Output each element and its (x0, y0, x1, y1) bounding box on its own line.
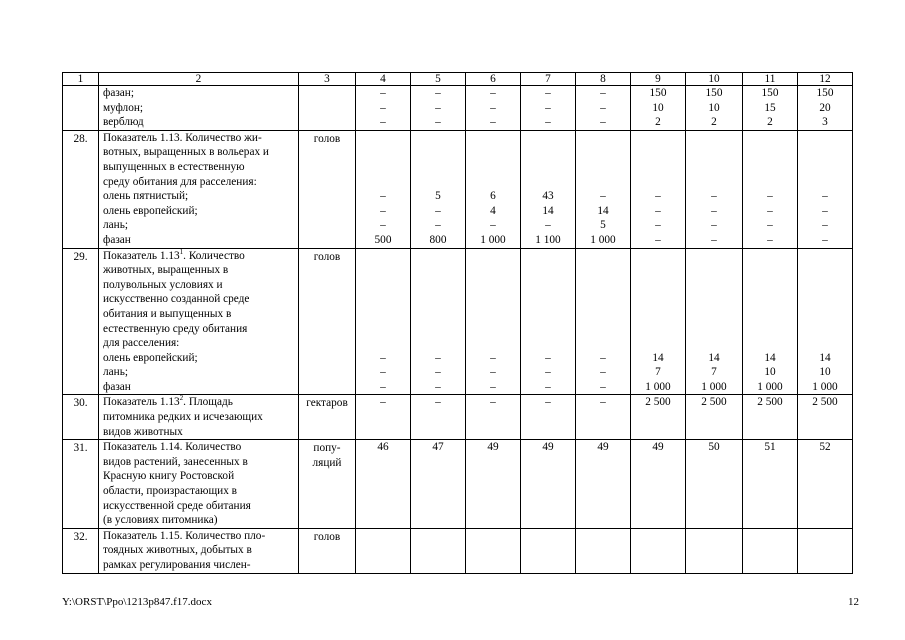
value-cell: – (521, 395, 576, 440)
value-cell (576, 528, 631, 573)
value-cell: 2 500 (743, 395, 798, 440)
value-cell: 43 14 – 1 100 (521, 130, 576, 248)
desc-line: муфлон; (103, 101, 144, 114)
desc-line: верблюд (103, 116, 144, 129)
value-cell: 49 (466, 440, 521, 529)
row-description: Показатель 1.15. Количество пло- тоядных животных, добытых в рамках регулирования числен- (99, 528, 299, 573)
header-cell: 5 (411, 73, 466, 86)
table-row-29 (63, 248, 853, 395)
value-cell: 2 500 (798, 395, 853, 440)
value-cell: – (356, 395, 411, 440)
value-cell: – 14 5 1 000 (576, 130, 631, 248)
table-row-28 (63, 130, 853, 248)
value-cell: 150 15 2 (743, 86, 798, 131)
row-unit: голов (299, 130, 356, 248)
table-row-30 (63, 395, 853, 440)
row-description (99, 86, 299, 131)
header-cell: 4 (356, 73, 411, 86)
row-description: Показатель 1.14. Количество видов растений, занесенных в Красную книгу Ростовской области, произрастающих в искусственной среде обитания (в условиях питомника) (99, 440, 299, 529)
value-cell: – – – (411, 248, 466, 395)
value-cell (743, 528, 798, 573)
row-unit (299, 86, 356, 131)
value-cell: 14 7 1 000 (631, 248, 686, 395)
value-cell: 2 500 (631, 395, 686, 440)
header-cell: 3 (299, 73, 356, 86)
value-cell: 51 (743, 440, 798, 529)
value-cell: – – – (521, 248, 576, 395)
row-unit: попу- ляций (299, 440, 356, 529)
header-cell: 2 (99, 73, 299, 86)
header-cell: 8 (576, 73, 631, 86)
row-number: 32. (63, 528, 99, 573)
header-cell: 12 (798, 73, 853, 86)
row-description: Показатель 1.13$^2$. Площадь питомника редких и исчезающих видов животных (99, 395, 299, 440)
value-cell: – – – (521, 86, 576, 131)
table-row-continued (63, 86, 853, 131)
value-cell: 14 7 1 000 (686, 248, 743, 395)
value-cell: 50 (686, 440, 743, 529)
row-number (63, 86, 99, 131)
page-number: 12 (848, 596, 859, 608)
header-cell: 11 (743, 73, 798, 86)
value-cell: 46 (356, 440, 411, 529)
value-cell: – – – – (743, 130, 798, 248)
value-cell: – – – – (798, 130, 853, 248)
value-cell: 14 10 1 000 (743, 248, 798, 395)
value-cell: 49 (521, 440, 576, 529)
value-cell: – – – (356, 86, 411, 131)
value-cell: 150 10 2 (631, 86, 686, 131)
value-cell: – (576, 395, 631, 440)
header-cell: 7 (521, 73, 576, 86)
header-row (63, 73, 853, 86)
row-unit: голов (299, 248, 356, 395)
value-cell (631, 528, 686, 573)
table-row-32 (63, 528, 853, 573)
value-cell: 2 500 (686, 395, 743, 440)
header-cell: 9 (631, 73, 686, 86)
row-unit: голов (299, 528, 356, 573)
value-cell: – – – (576, 86, 631, 131)
value-cell: 150 10 2 (686, 86, 743, 131)
value-cell: 14 10 1 000 (798, 248, 853, 395)
row-unit: гектаров (299, 395, 356, 440)
row-number: 29. (63, 248, 99, 395)
value-cell: – – – (411, 86, 466, 131)
value-cell: – – – – (686, 130, 743, 248)
value-cell (411, 528, 466, 573)
value-cell: – – – (466, 248, 521, 395)
value-cell: 49 (576, 440, 631, 529)
value-cell: 49 (631, 440, 686, 529)
value-cell: 52 (798, 440, 853, 529)
desc-line: фазан; (103, 87, 134, 99)
value-cell: 5 – – 800 (411, 130, 466, 248)
value-cell: – – – – (631, 130, 686, 248)
value-cell: 150 20 3 (798, 86, 853, 131)
row-number: 31. (63, 440, 99, 529)
header-cell: 10 (686, 73, 743, 86)
header-cell: 6 (466, 73, 521, 86)
value-cell (356, 528, 411, 573)
header-cell: 1 (63, 73, 99, 86)
value-cell: 6 4 – 1 000 (466, 130, 521, 248)
value-cell: 47 (411, 440, 466, 529)
value-cell: – – – 500 (356, 130, 411, 248)
value-cell (466, 528, 521, 573)
row-number: 30. (63, 395, 99, 440)
value-cell: – (411, 395, 466, 440)
value-cell: – (466, 395, 521, 440)
value-cell: – – – (356, 248, 411, 395)
value-cell (686, 528, 743, 573)
row-number: 28. (63, 130, 99, 248)
value-cell: – – – (576, 248, 631, 395)
value-cell (521, 528, 576, 573)
row-description: Показатель 1.13. Количество жи- вотных, выращенных в вольерах и выпущенных в естественную среду обитания для расселения: олень пятнистый; олень европейский; лань; фазан (99, 130, 299, 248)
value-cell (798, 528, 853, 573)
row-description: Показатель 1.13$^1$. Количество животных, выращенных в полувольных условиях и искусственно созданной среде обитания и выпущенных в естественную среду обитания для расселения: олень европейский; лань; фазан (99, 248, 299, 395)
table-row-31 (63, 440, 853, 529)
value-cell: – – – (466, 86, 521, 131)
indicators-table (62, 72, 853, 574)
footer-file-path: Y:\ORST\Ppo\1213p847.f17.docx (62, 596, 212, 608)
